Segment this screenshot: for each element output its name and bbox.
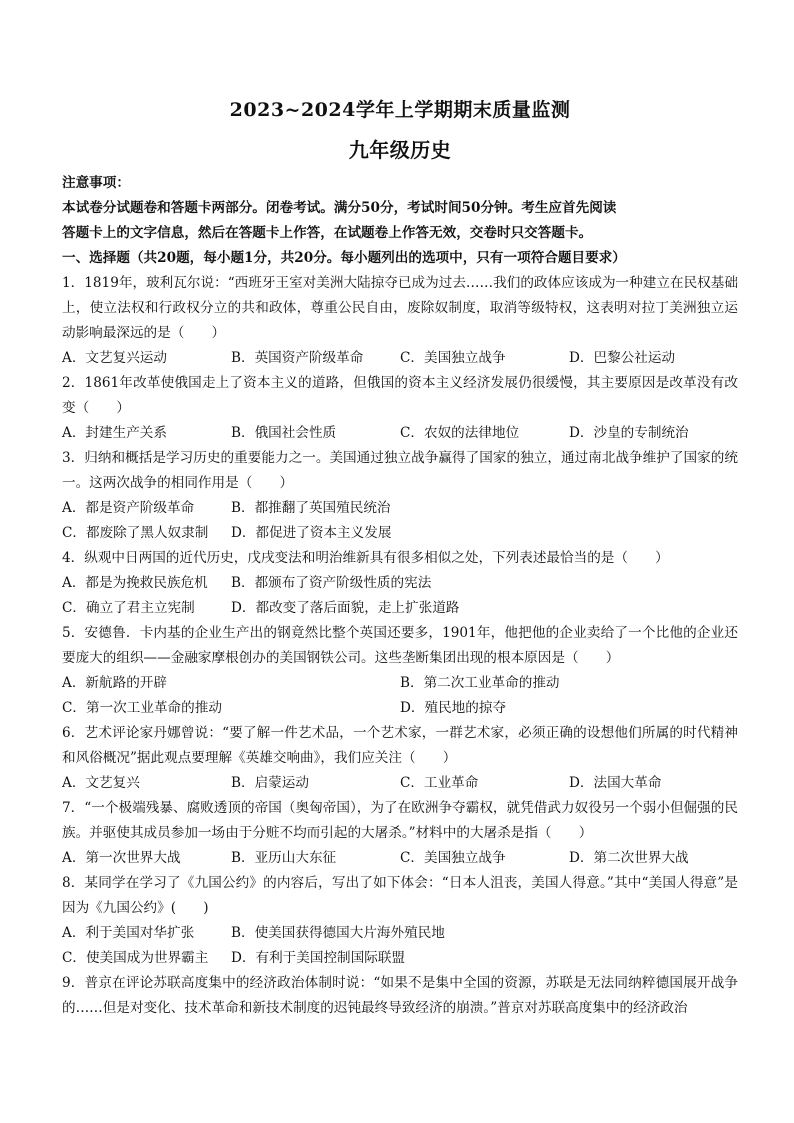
- option: A．第一次世界大战: [62, 850, 181, 866]
- instructions-heading: 注意事项：: [62, 175, 130, 191]
- option: A．新航路的开辟: [62, 675, 167, 691]
- section-title: 一、选择题（共20题，每小题1分，共20分。每小题列出的选项中，只有一项符合题目要求）: [62, 250, 626, 266]
- options-row: [62, 671, 738, 696]
- option: A．文艺复兴: [62, 775, 140, 791]
- option: C．都废除了黑人奴隶制: [62, 525, 209, 541]
- question-stem: 1．1819年，玻利瓦尔说：“西班牙王室对美洲大陆掠夺已成为过去……我们的政体应该成为一种建立在民权基础上，使立法权和行政权分立的共和政体，尊重公民自由，废除奴制度，取消等级特权，这表明对拉丁美洲独立运动影响最深远的是（ ）: [62, 275, 738, 341]
- option: C．农奴的法律地位: [400, 425, 520, 441]
- option: B．第二次工业革命的推动: [400, 675, 560, 691]
- question-stem: 5．安德鲁．卡内基的企业生产出的钢竟然比整个英国还要多，1901年，他把他的企业卖给了一个比他的企业还要庞大的组织——金融家摩根创办的美国钢铁公司。这些垄断集团出现的根本原因是（ ）: [62, 625, 738, 666]
- option: C．第一次工业革命的推动: [62, 700, 222, 716]
- question-stem: 6．艺术评论家丹娜曾说：“要了解一件艺术品，一个艺术家，一群艺术家，必须正确的设想他们所属的时代精神和风俗概况”据此观点要理解《英雄交响曲》，我们应关注（ ）: [62, 725, 738, 766]
- options-row: [62, 346, 738, 371]
- question-stem: 4．纵观中日两国的近代历史，戊戌变法和明治维新具有很多相似之处，下列表述最恰当的是（ ）: [62, 550, 669, 566]
- question: [62, 721, 738, 796]
- instructions-line: 答题卡上的文字信息，然后在答题卡上作答，在试题卷上作答无效，交卷时只交答题卡。: [62, 225, 593, 241]
- question-stem: 8．某同学在学习了《九国公约》的内容后，写出了如下体会：“日本人沮丧，美国人得意。”其中“美国人得意”是因为《九国公约》( ): [62, 875, 738, 916]
- question: [62, 621, 738, 721]
- question-stem: 9．普京在评论苏联高度集中的经济政治体制时说：“如果不是集中全国的资源，苏联是无法同纳粹德国展开战争的……但是对变化、技术革命和新技术制度的迟钝最终导致经济的崩溃。”普京对苏联高度集中的经济政治: [62, 975, 738, 1016]
- option: A．文艺复兴运动: [62, 350, 167, 366]
- options-row: [62, 496, 738, 521]
- option: D．法国大革命: [569, 775, 662, 791]
- option: D．都促进了资本主义发展: [231, 525, 392, 541]
- question: [62, 271, 738, 371]
- option: A．都是为挽救民族危机: [62, 575, 208, 591]
- option: C．使美国成为世界霸主: [62, 950, 209, 966]
- exam-page: [62, 0, 738, 1021]
- options-row: [62, 921, 738, 946]
- option: D．巴黎公社运动: [569, 350, 676, 366]
- question: [62, 871, 738, 971]
- option: C．美国独立战争: [400, 350, 506, 366]
- options-row: [62, 521, 738, 546]
- option: A．封建生产关系: [62, 425, 167, 441]
- options-row: [62, 846, 738, 871]
- options-row: [62, 771, 738, 796]
- instructions: [62, 171, 738, 246]
- option: D．沙皇的专制统治: [569, 425, 689, 441]
- exam-subject: 九年级历史: [348, 138, 452, 162]
- options-row: [62, 571, 738, 596]
- option: A．都是资产阶级革命: [62, 500, 195, 516]
- option: D．有利于美国控制国际联盟: [231, 950, 406, 966]
- option: C．工业革命: [400, 775, 479, 791]
- option: C．确立了君主立宪制: [62, 600, 195, 616]
- options-row: [62, 696, 738, 721]
- question-stem: 2．1861年改革使俄国走上了资本主义的道路，但俄国的资本主义经济发展仍很缓慢，其主要原因是改革没有改变（ ）: [62, 375, 738, 416]
- option: D．都改变了落后面貌，走上扩张道路: [231, 600, 460, 616]
- options-row: [62, 421, 738, 446]
- question: [62, 371, 738, 446]
- option: B．启蒙运动: [231, 775, 309, 791]
- option: B．俄国社会性质: [231, 425, 337, 441]
- question-stem: 3．归纳和概括是学习历史的重要能力之一。美国通过独立战争赢得了国家的独立，通过南北战争维护了国家的统一。这两次战争的相同作用是（ ）: [62, 450, 738, 491]
- question-stem: 7．“一个极端残暴、腐败透顶的帝国（奥匈帝国），为了在欧洲争夺霸权，就凭借武力奴役另一个弱小但倔强的民族。并驱使其成员参加一场由于分赃不均而引起的大屠杀。”材料中的大屠杀是指（ ）: [62, 800, 738, 841]
- instructions-line: 本试卷分试题卷和答题卡两部分。闭卷考试。满分50分，考试时间50分钟。考生应首先阅读: [62, 200, 617, 216]
- question: [62, 971, 738, 1021]
- option: B．都颁布了资产阶级性质的宪法: [231, 575, 432, 591]
- options-row: [62, 946, 738, 971]
- question: [62, 796, 738, 871]
- options-row: [62, 596, 738, 621]
- option: B．使美国获得德国大片海外殖民地: [231, 925, 445, 941]
- option: C．美国独立战争: [400, 850, 506, 866]
- option: B．亚历山大东征: [231, 850, 337, 866]
- option: B．英国资产阶级革命: [231, 350, 364, 366]
- question: [62, 446, 738, 546]
- option: A．利于美国对华扩张: [62, 925, 195, 941]
- question: [62, 546, 738, 621]
- option: D．第二次世界大战: [569, 850, 689, 866]
- option: D．殖民地的掠夺: [400, 700, 507, 716]
- option: B．都推翻了英国殖民统治: [231, 500, 391, 516]
- exam-title: 2023~2024学年上学期期末质量监测: [229, 99, 571, 121]
